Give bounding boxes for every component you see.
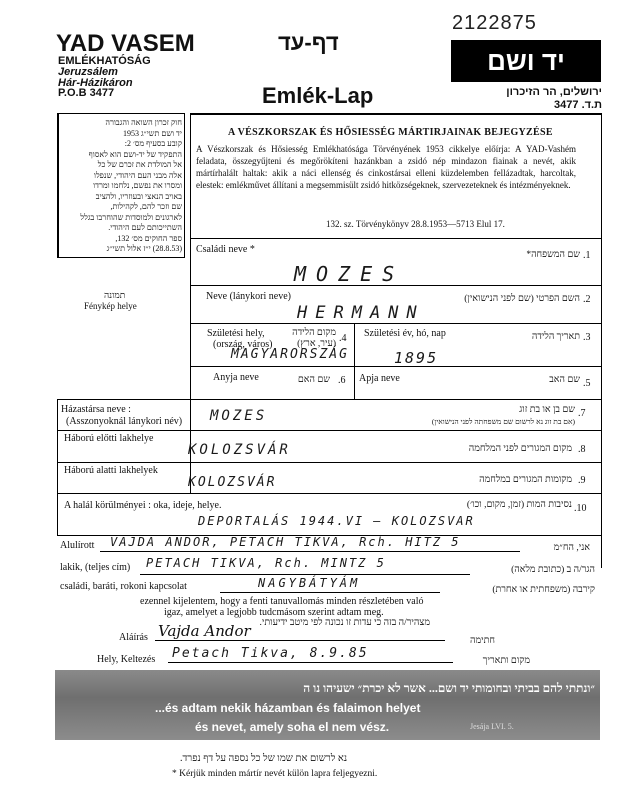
field-prewar-residence-heb: מקום המגורים לפני המלחמה (468, 444, 572, 454)
rule (57, 493, 602, 494)
field-birthplace-heb-2: (עיר, ארץ) (297, 339, 336, 349)
footer-note-text: Kérjük minden mártír nevét külön lapra feljegyezni. (179, 769, 378, 779)
hebrew-address-line: ירושלים, הר הזיכרון (506, 86, 602, 98)
field-birthdate-value[interactable]: 1895 (394, 349, 439, 367)
law-line: השתייכותם לעם היהודי. (108, 223, 182, 232)
field-death-circumstances-value[interactable]: DEPORTALÁS 1944.VI – KOLOZSVAR (198, 514, 475, 528)
field-death-circumstances-heb: נסיבות המות (זמן, מקום, וכו׳) (466, 500, 572, 510)
law-line: לארגונים ולמוסדות שהוחרבו בגלל (80, 212, 182, 222)
rule (190, 238, 602, 239)
law-line: חוק זכרון השואה והגבורה (105, 118, 182, 127)
rule (190, 323, 602, 324)
place-date-value[interactable]: Petach Tikva, 8.9.85 (172, 646, 369, 661)
field-birthdate-label: Születési év, hó, nap (364, 328, 446, 339)
law-line: אל המולדת את זכרם של כל (97, 160, 182, 169)
field-father-name-heb: שם האב (549, 375, 580, 385)
rule (140, 574, 470, 575)
law-line: (28.8.53) י״ז אלול תשי״ג (106, 244, 182, 253)
statement-heb: מצהיר/ה בזה כי עדות זו נכונה לפי מיטב ידיעותי. (259, 618, 430, 628)
field-number: .10 (574, 503, 587, 514)
org-har: Hár-Házikáron (58, 77, 133, 89)
declarant-value[interactable]: VAJDA ANDOR, PETACH TIKVA, Rch. HITZ 5 (110, 535, 461, 549)
field-first-name-heb: השם הפרטי (שם לפני הנישואין) (464, 294, 580, 304)
form-title: Emlék-Lap (262, 83, 374, 108)
address-heb: הגר/ה ב (כתובת מלאה) (511, 565, 595, 575)
law-line: שם וזכר להם, לקהילות, (110, 202, 182, 211)
photo-label: Fénykép helye (84, 301, 137, 311)
field-prewar-residence-value[interactable]: KOLOZSVÁR (188, 442, 291, 458)
declarant-heb: אני, הח״מ (553, 543, 590, 553)
rule (220, 592, 440, 593)
place-date-heb: מקום ותאריך (482, 656, 530, 666)
top-rule (190, 113, 602, 115)
footer-note: * Kérjük minden mártír nevét külön lapra feljegyezni. (172, 769, 378, 779)
field-wartime-residence-label: Háború alatti lakhelyek (64, 465, 158, 476)
quote-line-1: ...és adtam nekik házamban és falaimon helyet (155, 701, 421, 715)
law-line: התפקיד של יד-ושם הוא לאסוף (88, 149, 182, 159)
form-title-hebrew: דף-עד (278, 30, 339, 55)
address-value[interactable]: PETACH TIKVA, Rch. MINTZ 5 (146, 556, 386, 570)
field-number: .1 (583, 250, 591, 261)
place-date-label: Hely, Keltezés (97, 654, 156, 665)
field-birthplace-label-2: (ország, város) (213, 339, 273, 350)
intro-title: A VÉSZKORSZAK ÉS HŐSIESSÉG MÁRTIRJAINAK BEJEGYZÉSE (228, 127, 553, 138)
field-mother-name-heb: שם האם (297, 375, 330, 385)
quote-hebrew: ״ונתתי להם בביתי ובחומותי יד ושם... אשר לא יכרת״ ישעיהו נו ה (303, 681, 595, 695)
field-spouse-label-2: (Asszonyoknál lánykori név) (66, 416, 183, 427)
field-birthplace-label: Születési hely, (207, 328, 265, 339)
field-first-name-label: Neve (lánykori neve) (206, 291, 291, 302)
law-line: קובע בסעיף מס׳ 2: (124, 139, 182, 148)
hebrew-address (454, 86, 602, 112)
field-prewar-residence-label: Háború előtti lakhelye (64, 433, 154, 444)
org-city: Jeruzsálem (58, 66, 118, 78)
field-wartime-residence-heb: מקומות המגורים במלחמה (479, 475, 572, 485)
field-number: .6 (338, 375, 346, 386)
field-family-name-heb: שם המשפחה* (526, 250, 580, 260)
field-number: .9 (578, 475, 586, 486)
photo-label-hebrew: תמונה (104, 290, 126, 300)
quote-line-2: és nevet, amely soha el nem vész. (195, 720, 390, 734)
intro-law-ref: 132. sz. Törvénykönyv 28.8.1953—5713 Elul 17. (326, 219, 505, 229)
law-line: באויב הנאצי ובעוזריו, ולהציב (95, 191, 182, 201)
field-spouse-value[interactable]: MOZES (210, 408, 268, 424)
field-mother-name-label: Anyja neve (213, 372, 259, 383)
relation-label: családi, baráti, rokoni kapcsolat (60, 581, 187, 592)
quote-source: Jesája LVI. 5. (470, 722, 514, 731)
rule (155, 640, 445, 641)
rule (57, 462, 602, 463)
yad-vashem-logo: יד ושם (451, 40, 601, 82)
statement-line-1: ezennel kijelentem, hogy a fenti tanuvallomás minden részletében való (140, 596, 424, 607)
field-family-name-value[interactable]: MOZES (294, 262, 405, 286)
hebrew-pob: ת.ד. 3477 (554, 99, 602, 111)
field-number: .7 (578, 408, 586, 419)
field-birthdate-heb: תאריך הלידה (531, 332, 580, 342)
signature-value[interactable]: Vajda Andor (158, 622, 251, 640)
field-birthplace-heb: מקום הלידה (292, 328, 336, 338)
rule (57, 399, 602, 400)
field-number: .5 (583, 378, 591, 389)
org-title: YAD VASEM (56, 30, 195, 57)
org-subtitle: EMLÉKHATÓSÁG (58, 55, 151, 67)
serial-number: 2122875 (452, 12, 537, 34)
field-spouse-heb-2: (אם בת זוג נא לרשום שם משפחתה לפני הנישואין) (431, 417, 575, 426)
rule (100, 551, 520, 552)
field-spouse-heb: שם בן או בת זוג (519, 405, 575, 415)
law-line: ומסרו את נפשם, נלחמו ומרדו (93, 181, 182, 190)
field-number: .4 (339, 333, 347, 344)
rule (57, 430, 602, 431)
field-death-circumstances-label: A halál körülményei : oka, ideje, helye. (64, 500, 222, 511)
law-line: יד ושם תשי״ג 1953 (123, 128, 182, 138)
field-spouse-label: Házastársa neve : (61, 404, 131, 415)
relation-heb: קירבה (משפחתית או אחרת) (492, 585, 595, 595)
field-father-name-label: Apja neve (359, 373, 400, 384)
signature-label: Aláírás (119, 632, 148, 643)
law-line: אלה מבני העם היהודי, שנפלו (93, 170, 182, 180)
signature-heb: חתימה (469, 636, 495, 646)
law-line: ספר החוקים מס׳ 132, (115, 233, 182, 243)
field-family-name-label: Családi neve * (196, 244, 255, 255)
field-number: .2 (583, 294, 591, 305)
field-number: .8 (578, 444, 586, 455)
statement-line-2: igaz, amelyet a legjobb tudcmásom szerint adtam meg. (164, 607, 384, 618)
form-right-border (601, 113, 602, 568)
form-left-border (190, 113, 191, 493)
rule (168, 662, 453, 663)
address-label: lakik, (teljes cím) (60, 562, 131, 573)
field-number: .3 (583, 332, 591, 343)
declarant-label: Alulírott (60, 540, 95, 551)
footer-note-hebrew: נא לרשום את שמו של כל נספה על דף נפרד. (180, 753, 348, 764)
field-first-name-value[interactable]: HERMANN (297, 303, 425, 323)
form-lower-left-border (57, 399, 58, 535)
intro-body: A Vészkorszak és Hősiesség Emlékhatósága Törvényének 1953 cikkelye előírja: A YAD-Vashém feladata, összegyűjteni és megőrökíteni hazánkban a zsidó nép mindazon fiainak a nevét, akik mártírhalált haltak: akik a náci ellenség és cinkostársai elleni küzdelemben fellázadtak, harcoltak, elestek: emlékművet állítani a megsemmisült zsidó hitközségeknek, szervezeteknek és intézményeknek. (196, 144, 576, 190)
org-pob: P.O.B 3477 (58, 87, 115, 99)
field-birthplace-value[interactable]: MAGYARORSZÁG (231, 347, 349, 362)
relation-value[interactable]: NAGYBÁTYÁM (258, 576, 361, 590)
field-wartime-residence-value[interactable]: KOLOZSVÁR (188, 475, 277, 490)
law-text (60, 118, 182, 255)
column-divider (354, 323, 355, 399)
